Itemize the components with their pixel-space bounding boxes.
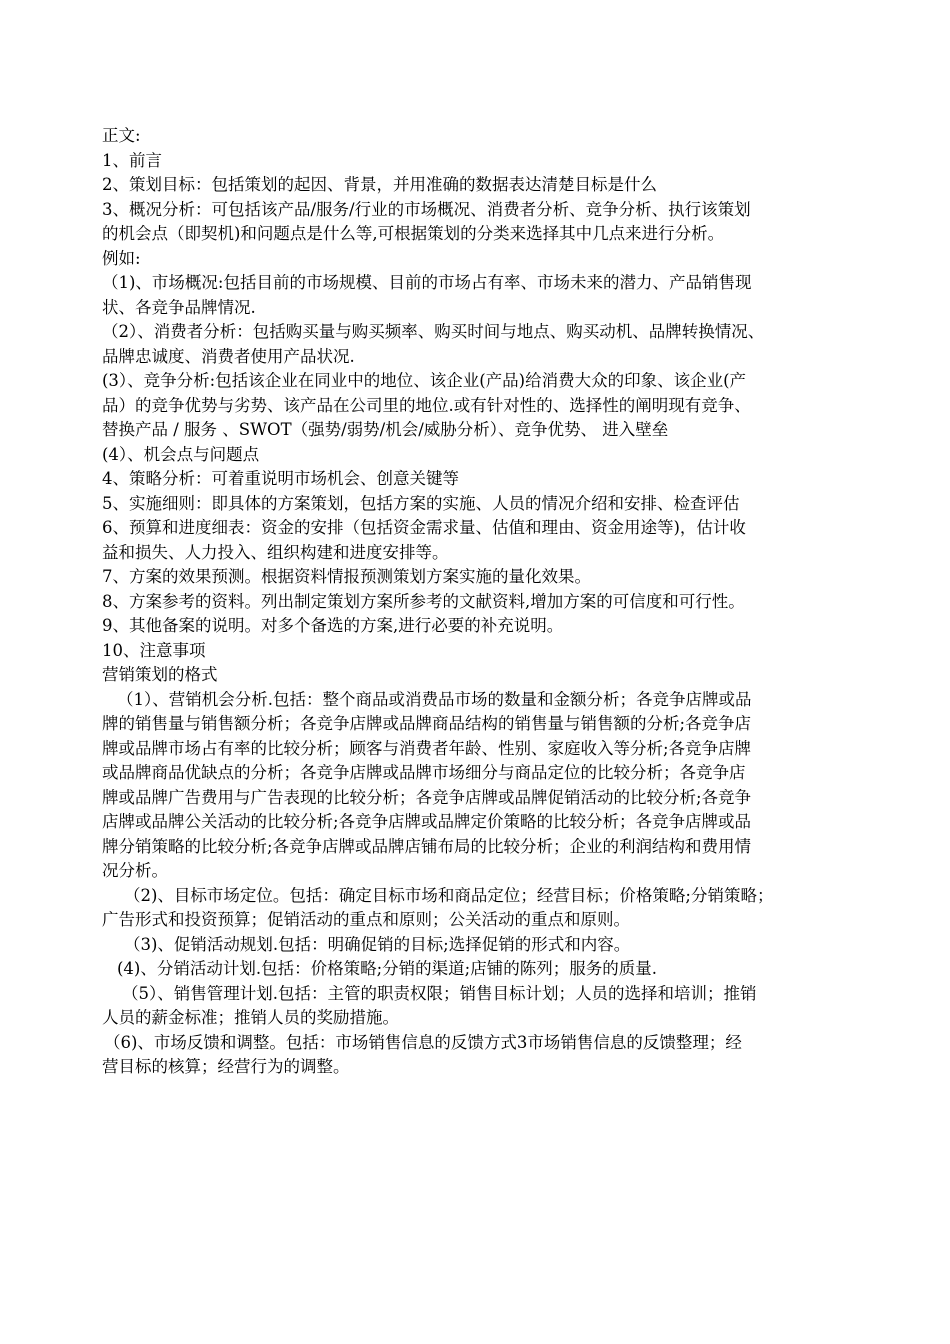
document-line: 状、各竞争品牌情况. xyxy=(102,297,256,317)
document-line: 营销策划的格式 xyxy=(102,665,218,684)
document-line: 营目标的核算；经营行为的调整。 xyxy=(102,1057,350,1076)
document-line: 1、前言 xyxy=(102,150,162,170)
document-line: 况分析。 xyxy=(102,861,168,880)
document-line: 2、策划目标：包括策划的起因、背景，并用准确的数据表达清楚目标是什么 xyxy=(102,175,657,194)
document-line: 3、概况分析：可包括该产品/服务/行业的市场概况、消费者分析、竞争分析、执行该策划 xyxy=(102,199,751,219)
document-line: 5、实施细则：即具体的方案策划，包括方案的实施、人员的情况介绍和安排、检查评估 xyxy=(102,493,740,513)
document-line: 牌或品牌市场占有率的比较分析；顾客与消费者年龄、性别、家庭收入等分析;各竞争店牌 xyxy=(102,738,752,758)
document-line: (3）、竞争分析:包括该企业在同业中的地位、该企业(产品)给消费大众的印象、该企业(产 xyxy=(102,371,747,390)
document-line: （2)、目标市场定位。包括：确定目标市场和商品定位；经营目标；价格策略;分销策略； xyxy=(124,885,774,905)
document-line: 替换产品 / 服务 、SWOT（强势/弱势/机会/威胁分析）、竞争优势、 进入壁垒 xyxy=(102,420,669,439)
document-line: (4）、机会点与问题点 xyxy=(102,444,260,464)
document-line: 店牌或品牌公关活动的比较分析;各竞争店牌或品牌定价策略的比较分析；各竞争店牌或品 xyxy=(102,812,752,831)
document-line: 例如: xyxy=(102,248,141,268)
document-line: （1）、营销机会分析.包括：整个商品或消费品市场的数量和金额分析；各竞争店牌或品 xyxy=(117,689,752,709)
document-line: 6、预算和进度细表：资金的安排（包括资金需求量、估值和理由、资金用途等)，估计收 xyxy=(102,518,746,537)
document-line: 7、方案的效果预测。根据资料情报预测策划方案实施的量化效果。 xyxy=(102,567,591,586)
document-line: 品牌忠诚度、消费者使用产品状况. xyxy=(102,346,355,366)
document-line: （5）、销售管理计划.包括：主管的职责权限；销售目标计划；人员的选择和培训；推销 xyxy=(122,983,757,1003)
document-line: （1)、市场概况:包括目前的市场规模、目前的市场占有率、市场未来的潜力、产品销售现 xyxy=(102,273,752,292)
document-line: 10、注意事项 xyxy=(102,640,206,660)
document-line: 牌或品牌广告费用与广告表现的比较分析；各竞争店牌或品牌促销活动的比较分析;各竞争 xyxy=(102,787,752,807)
document-line: 9、其他备案的说明。对多个备选的方案,进行必要的补充说明。 xyxy=(102,616,564,635)
document-line: 广告形式和投资预算；促销活动的重点和原则；公关活动的重点和原则。 xyxy=(102,910,630,929)
document-line: 或品牌商品优缺点的分析；各竞争店牌或品牌市场细分与商品定位的比较分析；各竞争店 xyxy=(102,763,746,782)
document-line: (4)、分销活动计划.包括：价格策略;分销的渠道;店铺的陈列；服务的质量. xyxy=(117,959,657,978)
document-line: 人员的薪金标准；推销人员的奖励措施。 xyxy=(102,1008,399,1027)
document-line: 益和损失、人力投入、组织构建和进度安排等。 xyxy=(102,542,449,562)
document-line: 牌分销策略的比较分析;各竞争店牌或品牌店铺布局的比较分析；企业的利润结构和费用情 xyxy=(102,836,752,856)
document-line: 4、策略分析：可着重说明市场机会、创意关键等 xyxy=(102,469,459,488)
document-body xyxy=(102,124,877,1080)
document-line: （2）、消费者分析：包括购买量与购买频率、购买时间与地点、购买动机、品牌转换情况、 xyxy=(102,322,765,341)
document-line: 的机会点（即契机)和问题点是什么等,可根据策划的分类来选择其中几点来进行分析。 xyxy=(102,224,725,243)
document-line: （3)、促销活动规划.包括：明确促销的目标;选择促销的形式和内容。 xyxy=(124,934,631,954)
document-line: 品）的竞争优势与劣势、该产品在公司里的地位.或有针对性的、选择性的阐明现有竞争、 xyxy=(102,395,751,415)
document-line: 牌的销售量与销售额分析；各竞争店牌或品牌商品结构的销售量与销售额的分析;各竞争店 xyxy=(102,714,752,733)
document-line: （6)、市场反馈和调整。包括：市场销售信息的反馈方式3市场销售信息的反馈整理；经 xyxy=(104,1032,742,1052)
document-line: 8、方案参考的资料。列出制定策划方案所参考的文献资料,增加方案的可信度和可行性。 xyxy=(102,591,745,611)
document-line: 正文: xyxy=(102,126,141,145)
